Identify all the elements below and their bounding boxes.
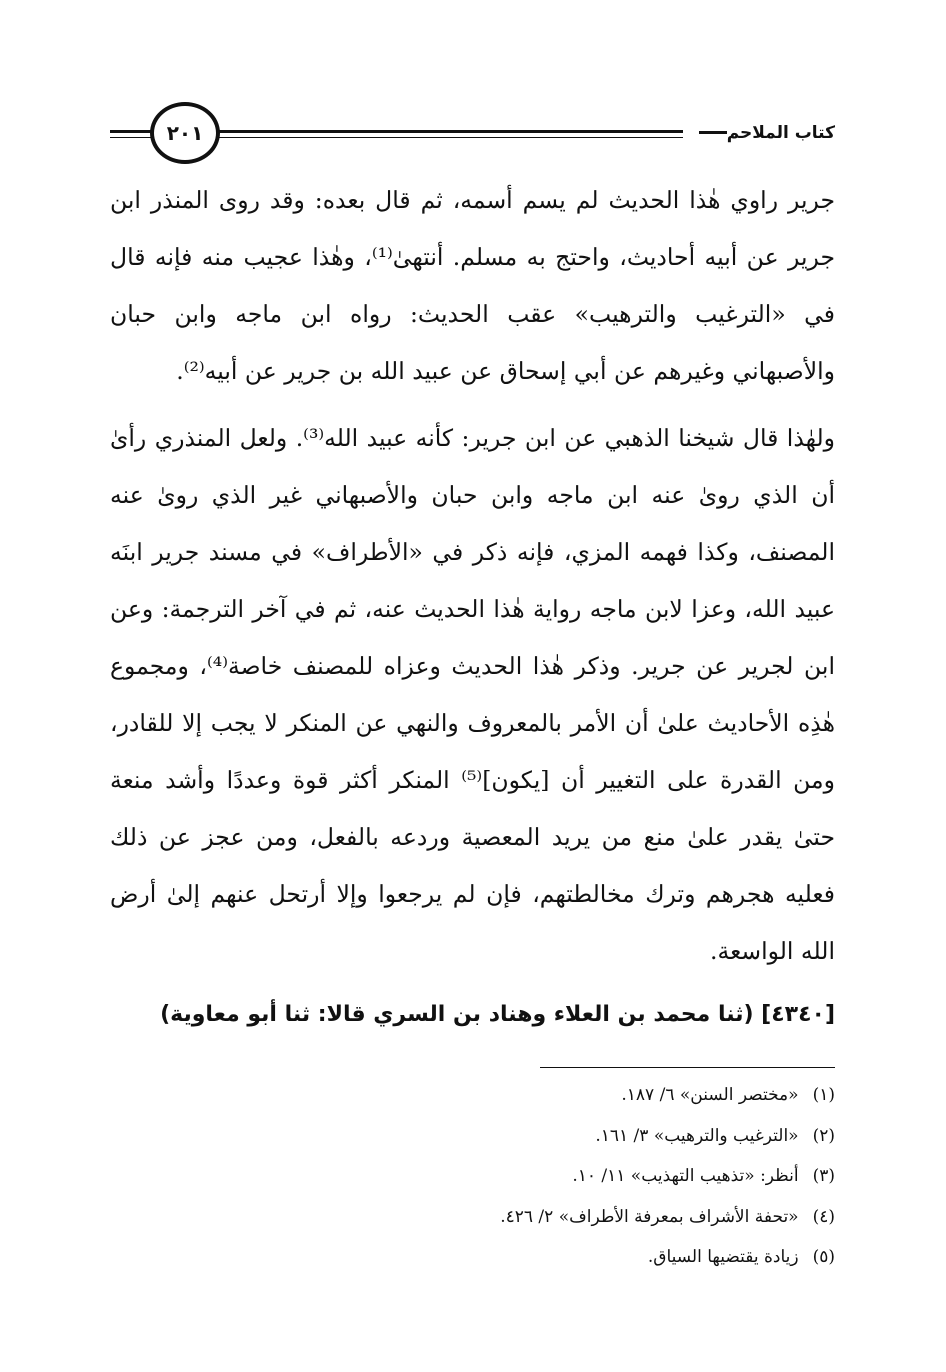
footnote-text: أنظر: «تذهيب التهذيب» ١١/ ١٠.	[572, 1166, 799, 1186]
footnote-item	[110, 1237, 835, 1278]
main-text	[110, 172, 835, 1043]
footnote-item	[110, 1116, 835, 1157]
footnote-item	[110, 1075, 835, 1116]
page-header	[110, 100, 835, 172]
footnote-text: «مختصر السنن» ٦/ ١٨٧.	[621, 1085, 799, 1105]
footnotes-list	[110, 1075, 835, 1278]
footnote-number: (٢)	[812, 1125, 835, 1146]
footnote-separator	[540, 1067, 835, 1068]
hadith-heading: [٤٣٤٠] (ثنا محمد بن العلاء وهناد بن السري قالا: ثنا أبو معاوية)	[160, 1002, 835, 1027]
footnote-number: (٥)	[812, 1247, 835, 1267]
page-number-badge	[150, 102, 220, 164]
paragraph-1: جرير راوي هٰذا الحديث لم يسم أسمه، ثم قال بعده: وقد روى المنذر ابن جرير عن أبيه أحاديث، واحتج به مسلم. أنتهىٰ⁽¹⁾، وهٰذا عجيب منه فإنه قال في «الترغيب والترهيب» عقب الحديث: رواه ابن ماجه وابن حبان والأصبهاني وغيرهم عن أبي إسحاق عن عبيد الله بن جرير عن أبيه⁽²⁾.	[110, 186, 835, 385]
footnote-number: (٣)	[812, 1166, 835, 1186]
chapter-title-wrap	[683, 116, 835, 150]
page-number: ٢٠١	[166, 121, 204, 145]
footnote-item	[110, 1156, 835, 1197]
title-ornament-icon	[699, 131, 727, 135]
chapter-title: كتاب الملاحم	[726, 123, 835, 143]
footnote-text: «تحفة الأشراف بمعرفة الأطراف» ٢/ ٤٢٦.	[500, 1206, 799, 1227]
paragraph-2: ولهٰذا قال شيخنا الذهبي عن ابن جرير: كأنه عبيد الله⁽³⁾. ولعل المنذري رأىٰ أن الذي روىٰ عنه ابن ماجه وابن حبان والأصبهاني غير الذي روىٰ عنه المصنف، وكذا فهمه المزي، فإنه ذكر في «الأطراف» في مسند جرير ابنَه عبيد الله، وعزا لابن ماجه رواية هٰذا الحديث عنه، ثم في آخر الترجمة: وعن ابن لجرير عن جرير. وذكر هٰذا الحديث وعزاه للمصنف خاصة⁽⁴⁾، ومجموع هٰذِه الأحاديث علىٰ أن الأمر بالمعروف والنهي عن المنكر لا يجب إلا للقادر، ومن القدرة على التغيير أن [يكون]⁽⁵⁾ المنكر أكثر قوة وعددًا وأشد منعة حتىٰ يقدر علىٰ منع من يريد المعصية وردعه بالفعل، ومن عجز عن ذلك فعليه هجرهم وترك مخالطتهم، فإن لم يرجعوا وإلا أرتحل عنهم إلىٰ أرض الله الواسعة.	[110, 424, 835, 965]
footnote-text: «الترغيب والترهيب» ٣/ ١٦١.	[595, 1125, 799, 1146]
footnote-number: (١)	[812, 1085, 835, 1105]
footnote-number: (٤)	[812, 1206, 835, 1227]
footnote-text: زيادة يقتضيها السياق.	[647, 1247, 799, 1267]
footnote-item	[110, 1197, 835, 1238]
